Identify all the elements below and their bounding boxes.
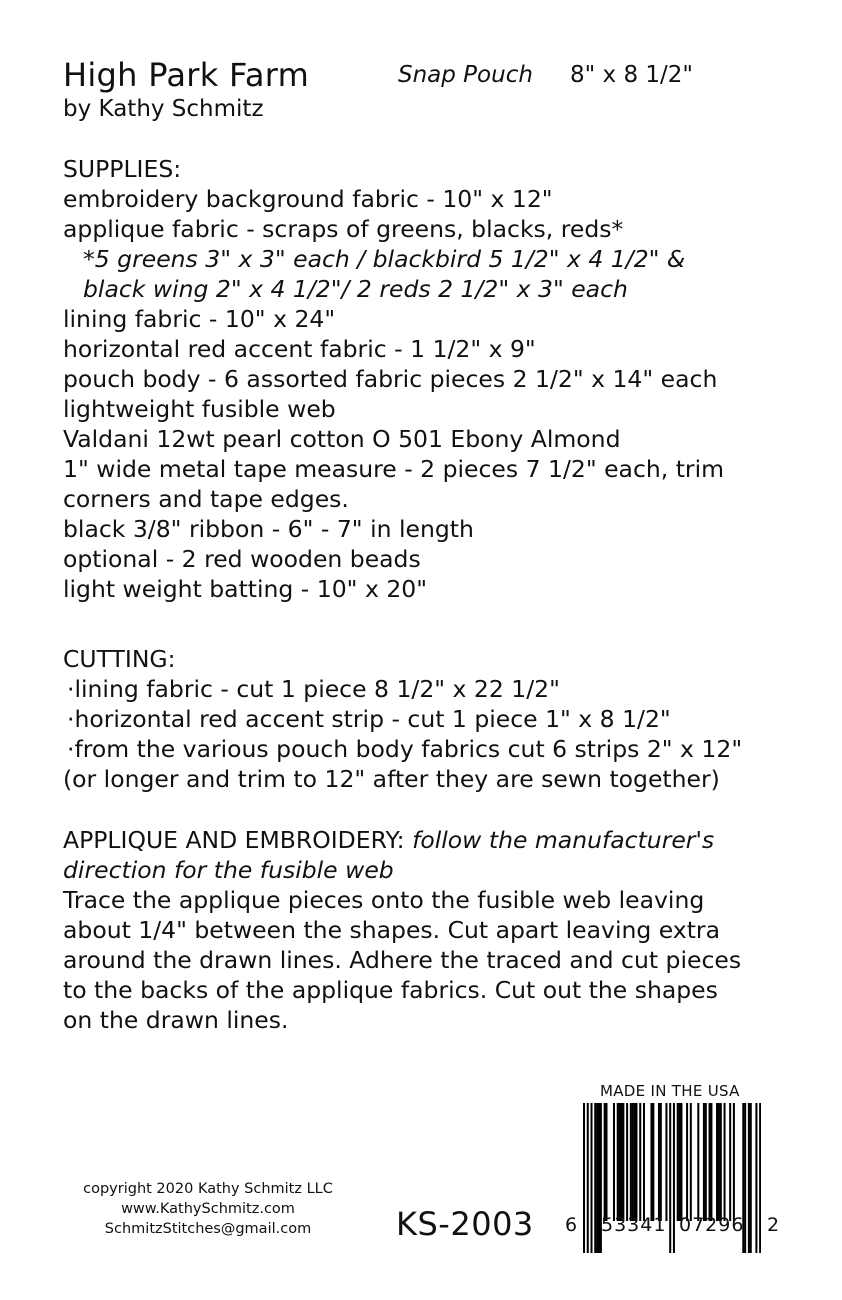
barcode-bar <box>619 1103 621 1221</box>
applique-note: follow the manufacturer's <box>412 826 715 854</box>
pattern-title: High Park Farm <box>63 56 310 94</box>
pattern-name: Snap Pouch <box>398 62 533 88</box>
sku-number: KS-2003 <box>396 1205 534 1243</box>
website-text: www.KathySchmitz.com <box>121 1201 295 1217</box>
barcode-right-group: 07296 <box>679 1214 745 1236</box>
cutting-section <box>63 644 742 794</box>
barcode-bar <box>617 1103 619 1221</box>
barcode-bar <box>643 1103 645 1221</box>
barcode-bar <box>686 1103 688 1221</box>
barcode-bar <box>598 1103 600 1253</box>
applique-instruction: around the drawn lines. Adhere the traced and cut pieces <box>63 946 742 974</box>
cutting-item: ·lining fabric - cut 1 piece 8 1/2" x 22 1/2" <box>67 675 560 703</box>
supply-item: optional - 2 red wooden beads <box>63 545 421 573</box>
barcode-bar <box>635 1103 637 1221</box>
barcode-left-group: 53341 <box>601 1214 667 1236</box>
finished-size: 8" x 8 1/2" <box>570 62 693 88</box>
barcode-bar <box>677 1103 679 1221</box>
supply-item: Valdani 12wt pearl cotton O 501 Ebony Almond <box>63 425 621 453</box>
barcode-bar <box>622 1103 624 1221</box>
barcode-bar <box>673 1103 675 1253</box>
supply-item: pouch body - 6 assorted fabric pieces 2 1/2" x 14" each <box>63 365 718 393</box>
barcode-bar <box>679 1103 681 1221</box>
cutting-item: ·horizontal red accent strip - cut 1 piece 1" x 8 1/2" <box>67 705 671 733</box>
made-in-label: MADE IN THE USA <box>600 1082 740 1100</box>
applique-instruction: on the drawn lines. <box>63 1006 289 1034</box>
barcode-bar <box>729 1103 731 1221</box>
barcode-bar <box>594 1103 596 1253</box>
applique-section <box>63 825 741 1035</box>
supplies-section <box>63 154 724 604</box>
barcode-bar <box>604 1103 606 1221</box>
supply-item: corners and tape edges. <box>63 485 349 513</box>
supply-note: *5 greens 3" x 3" each / blackbird 5 1/2" x 4 1/2" & <box>83 245 686 273</box>
barcode-bar <box>658 1103 660 1221</box>
barcode-bar <box>710 1103 712 1221</box>
barcode-bar <box>759 1103 761 1253</box>
applique-instruction: Trace the applique pieces onto the fusible web leaving <box>63 886 705 914</box>
barcode-bar <box>750 1103 752 1253</box>
barcode-bar <box>720 1103 722 1221</box>
barcode-bar <box>724 1103 726 1221</box>
supply-note: black wing 2" x 4 1/2"/ 2 reds 2 1/2" x 3" each <box>83 275 628 303</box>
barcode-bar <box>748 1103 750 1253</box>
cutting-heading: CUTTING: <box>63 645 176 673</box>
barcode-bar <box>755 1103 757 1253</box>
supply-item: light weight batting - 10" x 20" <box>63 575 428 603</box>
supply-item: applique fabric - scraps of greens, blacks, reds* <box>63 215 624 243</box>
cutting-item: (or longer and trim to 12" after they are sewn together) <box>63 765 720 793</box>
barcode-bar <box>634 1103 636 1221</box>
designer-byline: by Kathy Schmitz <box>63 96 264 122</box>
barcode-bar <box>613 1103 615 1221</box>
barcode-bar <box>632 1103 634 1221</box>
applique-heading: APPLIQUE AND EMBROIDERY: <box>63 826 405 854</box>
barcode-bar <box>620 1103 622 1221</box>
barcode-bar <box>705 1103 707 1221</box>
barcode-bar <box>718 1103 720 1221</box>
barcode-bar <box>596 1103 598 1253</box>
barcode-bar <box>605 1103 607 1221</box>
barcode-left-digit: 6 <box>565 1214 578 1236</box>
barcode-bar <box>703 1103 705 1221</box>
barcode-bar <box>669 1103 671 1253</box>
email-text: SchmitzStitches@gmail.com <box>104 1221 312 1237</box>
supply-item: horizontal red accent fabric - 1 1/2" x 9" <box>63 335 536 363</box>
barcode-bar <box>697 1103 699 1221</box>
barcode-check-digit: 2 <box>767 1214 780 1236</box>
applique-note-continued: direction for the fusible web <box>63 856 394 884</box>
supply-item: lightweight fusible web <box>63 395 336 423</box>
barcode-bar <box>733 1103 735 1221</box>
barcode-bar <box>709 1103 711 1221</box>
supply-item: lining fabric - 10" x 24" <box>63 305 336 333</box>
supply-item: 1" wide metal tape measure - 2 pieces 7 1/2" each, trim <box>63 455 725 483</box>
cutting-item: ·from the various pouch body fabrics cut 6 strips 2" x 12" <box>67 735 743 763</box>
barcode-bar <box>626 1103 628 1221</box>
barcode-bar <box>590 1103 592 1253</box>
barcode-bar <box>650 1103 652 1221</box>
barcode-bar <box>652 1103 654 1221</box>
barcode-bar <box>583 1103 585 1253</box>
supplies-heading: SUPPLIES: <box>63 155 182 183</box>
barcode-bar <box>630 1103 632 1221</box>
barcode-bar <box>665 1103 667 1221</box>
barcode-bar <box>639 1103 641 1221</box>
applique-instruction: to the backs of the applique fabrics. Cut out the shapes <box>63 976 718 1004</box>
barcode-bar <box>587 1103 589 1253</box>
barcode-bar <box>716 1103 718 1221</box>
applique-instruction: about 1/4" between the shapes. Cut apart leaving extra <box>63 916 720 944</box>
supply-item: black 3/8" ribbon - 6" - 7" in length <box>63 515 474 543</box>
copyright-text: copyright 2020 Kathy Schmitz LLC <box>83 1181 333 1197</box>
barcode-bar <box>660 1103 662 1221</box>
barcode-bar <box>690 1103 692 1221</box>
barcode-bar <box>680 1103 682 1221</box>
barcode <box>565 1103 780 1253</box>
supply-item: embroidery background fabric - 10" x 12" <box>63 185 553 213</box>
